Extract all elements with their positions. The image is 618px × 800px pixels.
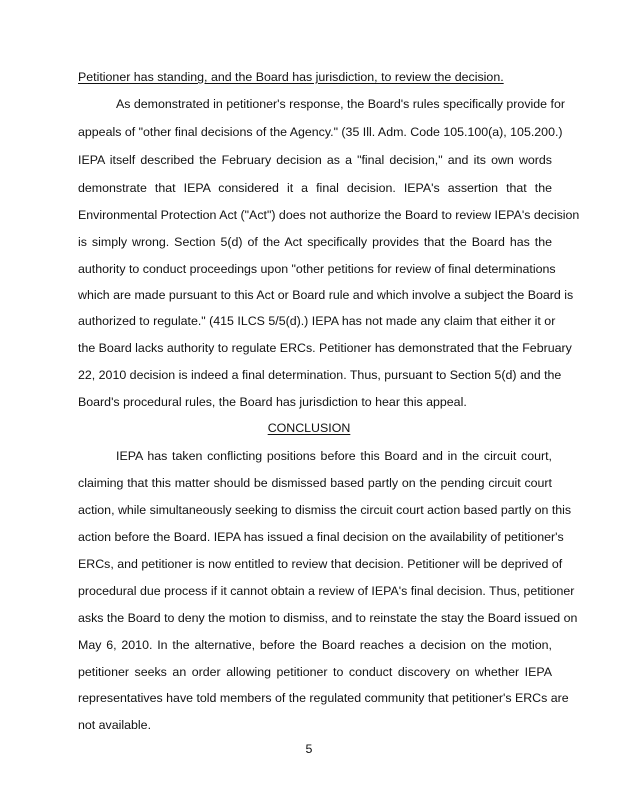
paragraph-line: Board's procedural rules, the Board has jurisdiction to hear this appeal. bbox=[78, 395, 467, 409]
paragraph-line: 22, 2010 decision is indeed a final determination. Thus, pursuant to Section 5(d) and the bbox=[78, 368, 562, 382]
paragraph-line: IEPA itself described the February decision as a "final decision," and its own words bbox=[78, 153, 552, 167]
page-number: 5 bbox=[305, 742, 313, 756]
paragraph-line: not available. bbox=[78, 718, 152, 732]
paragraph-line: action, while simultaneously seeking to dismiss the circuit court action based partly on this bbox=[78, 503, 572, 517]
paragraph-line: asks the Board to deny the motion to dismiss, and to reinstate the stay the Board issued on bbox=[78, 611, 578, 625]
paragraph-line: appeals of "other final decisions of the Agency." (35 Ill. Adm. Code 105.100(a), 105.200.) bbox=[78, 125, 563, 139]
paragraph-line: is simply wrong. Section 5(d) of the Act specifically provides that the Board has the bbox=[78, 235, 552, 249]
paragraph-line: Environmental Protection Act ("Act") does not authorize the Board to review IEPA's decision bbox=[78, 208, 580, 222]
paragraph-line: ERCs, and petitioner is now entitled to review that decision. Petitioner will be deprived of bbox=[78, 557, 563, 571]
section-heading: Petitioner has standing, and the Board has jurisdiction, to review the decision. bbox=[78, 70, 504, 84]
paragraph-line: which are made pursuant to this Act or Board rule and which involve a subject the Board is bbox=[78, 288, 574, 302]
paragraph-line: authorized to regulate." (415 ILCS 5/5(d).) IEPA has not made any claim that either it or bbox=[78, 314, 556, 328]
paragraph-line: As demonstrated in petitioner's response, the Board's rules specifically provide for bbox=[116, 97, 565, 111]
paragraph-line: the Board lacks authority to regulate ERCs. Petitioner has demonstrated that the February bbox=[78, 341, 572, 355]
paragraph-line: procedural due process if it cannot obtain a review of IEPA's final decision. Thus, petitioner bbox=[78, 584, 575, 598]
paragraph-line: authority to conduct proceedings upon "other petitions for review of final determinations bbox=[78, 262, 556, 276]
paragraph-line: representatives have told members of the regulated community that petitioner's ERCs are bbox=[78, 691, 569, 705]
paragraph-line: action before the Board. IEPA has issued a final decision on the availability of petitioner's bbox=[78, 530, 564, 544]
paragraph-line: May 6, 2010. In the alternative, before the Board reaches a decision on the motion, bbox=[78, 638, 552, 652]
paragraph-line: IEPA has taken conflicting positions before this Board and in the circuit court, bbox=[116, 449, 552, 463]
paragraph-line: demonstrate that IEPA considered it a final decision. IEPA's assertion that the bbox=[78, 181, 552, 195]
conclusion-heading: CONCLUSION bbox=[267, 421, 351, 435]
paragraph-line: claiming that this matter should be dismissed based partly on the pending circuit court bbox=[78, 476, 552, 490]
paragraph-line: petitioner seeks an order allowing petitioner to conduct discovery on whether IEPA bbox=[78, 665, 552, 679]
